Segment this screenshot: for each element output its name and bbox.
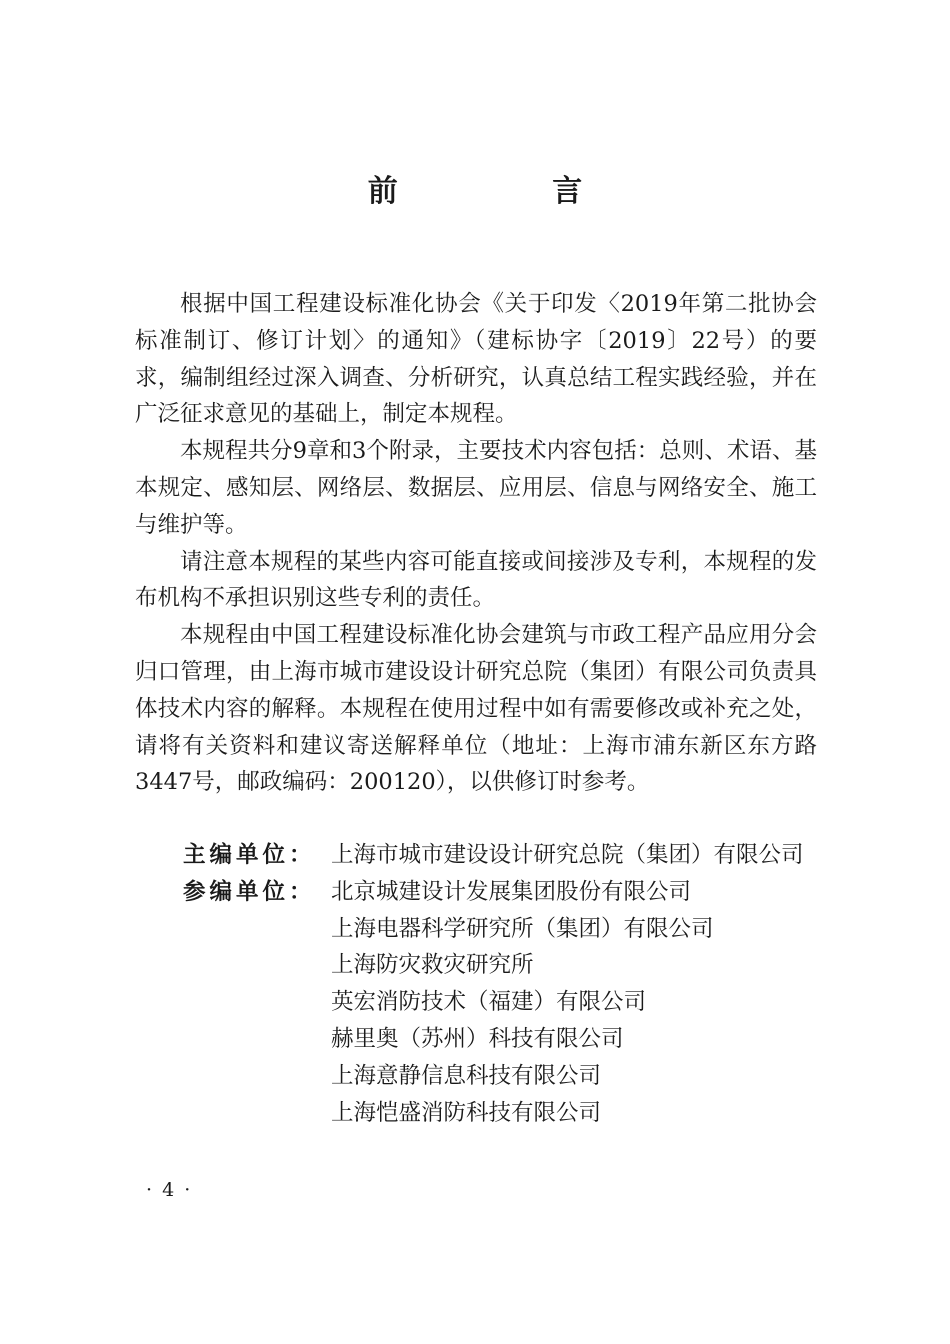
- page-title: 前 言: [367, 174, 655, 209]
- foreword-paragraph: 根据中国工程建设标准化协会《关于印发〈2019年第二批协会标准制订、修订计划〉的通知》（建标协字〔2019〕22号）的要求，编制组经过深入调查、分析研究，认真总结工程实践经验，并在广泛征求意见的基础上，制定本规程。: [135, 291, 817, 428]
- participating-unit: 北京城建设计发展集团股份有限公司: [331, 878, 692, 905]
- participating-unit: 上海恺盛消防科技有限公司: [331, 1099, 602, 1126]
- participating-unit: 上海电器科学研究所（集团）有限公司: [331, 915, 714, 942]
- foreword-paragraph: 本规程共分9章和3个附录，主要技术内容包括：总则、术语、基本规定、感知层、网络层、数据层、应用层、信息与网络安全、施工与维护等。: [135, 438, 817, 538]
- chief-unit-name: 上海市城市建设设计研究总院（集团）有限公司: [331, 842, 804, 868]
- participating-unit: 赫里奥（苏州）科技有限公司: [331, 1025, 624, 1052]
- page-number: · 4 ·: [146, 1179, 193, 1201]
- foreword-body: [135, 286, 817, 801]
- foreword-paragraph: 请注意本规程的某些内容可能直接或间接涉及专利，本规程的发布机构不承担识别这些专利的责任。: [135, 548, 817, 612]
- foreword-paragraph: 本规程由中国工程建设标准化协会建筑与市政工程产品应用分会归口管理，由上海市城市建设设计研究总院（集团）有限公司负责具体技术内容的解释。本规程在使用过程中如有需要修改或补充之处，请将有关资料和建议寄送解释单位（地址：上海市浦东新区东方路3447号，邮政编码：200120），以供修订时参考。: [135, 622, 817, 796]
- participating-unit: 英宏消防技术（福建）有限公司: [331, 989, 647, 1016]
- participating-unit: 上海防灾救灾研究所: [331, 952, 534, 979]
- participating-units-label: 参编单位：: [183, 878, 316, 905]
- participating-units-row: [183, 874, 823, 1132]
- chief-unit-row: [183, 837, 823, 874]
- drafting-units: [183, 837, 823, 1131]
- chief-unit-label: 主编单位：: [183, 842, 316, 868]
- participating-units-list: [331, 874, 823, 1132]
- participating-unit: 上海意静信息科技有限公司: [331, 1062, 602, 1089]
